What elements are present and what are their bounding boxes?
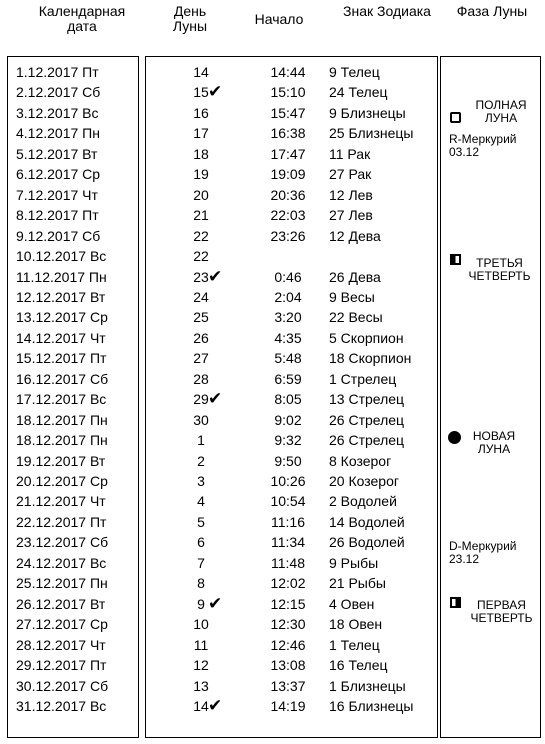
row-lunar-day: 22 xyxy=(193,248,209,264)
row-zodiac: 16 Близнецы xyxy=(329,698,414,714)
row-date: 8.12.2017 Пт xyxy=(16,207,99,223)
first-quarter-icon xyxy=(450,597,461,608)
third-quarter-label: ТРЕТЬЯ ЧЕТВЕРТЬ xyxy=(468,256,531,283)
row-lunar-day: 9 xyxy=(197,596,205,612)
row-start-time: 3:20 xyxy=(274,309,302,325)
row-lunar-day: 2 xyxy=(197,453,205,469)
row-zodiac: 2 Водолей xyxy=(329,493,397,509)
checkmark-icon: ✔ xyxy=(208,696,223,715)
row-zodiac: 1 Стрелец xyxy=(329,371,397,387)
full-moon-icon xyxy=(450,112,461,123)
row-zodiac: 14 Водолей xyxy=(329,514,405,530)
header-date: Календарная дата xyxy=(38,3,126,34)
row-date: 9.12.2017 Сб xyxy=(16,228,101,244)
row-zodiac: 18 Овен xyxy=(329,616,383,632)
row-lunar-day: 30 xyxy=(193,412,209,428)
retro-mercury-label: R-Меркурий 03.12 xyxy=(449,132,517,159)
row-date: 18.12.2017 Пн xyxy=(16,432,108,448)
row-zodiac: 20 Козерог xyxy=(329,473,399,489)
checkmark-icon: ✔ xyxy=(208,267,223,286)
row-date: 14.12.2017 Чт xyxy=(16,330,106,346)
row-lunar-day: 24 xyxy=(193,289,209,305)
row-zodiac: 12 Лев xyxy=(329,187,373,203)
row-start-time: 12:30 xyxy=(270,616,306,632)
row-date: 21.12.2017 Чт xyxy=(16,493,106,509)
row-zodiac: 26 Стрелец xyxy=(329,412,405,428)
row-start-time: 17:47 xyxy=(270,146,306,162)
row-lunar-day: 7 xyxy=(197,555,205,571)
row-date: 18.12.2017 Пн xyxy=(16,412,108,428)
new-moon-label: НОВАЯ ЛУНА xyxy=(472,429,516,456)
row-date: 24.12.2017 Вс xyxy=(16,555,107,571)
row-start-time: 0:46 xyxy=(274,269,302,285)
row-zodiac: 21 Рыбы xyxy=(329,575,386,591)
row-start-time: 9:50 xyxy=(274,453,302,469)
header-zodiac: Знак Зодиака xyxy=(343,3,431,19)
row-zodiac: 8 Козерог xyxy=(329,453,392,469)
row-zodiac: 9 Весы xyxy=(329,289,375,305)
row-lunar-day: 15 xyxy=(193,84,209,100)
row-zodiac: 25 Близнецы xyxy=(329,125,414,141)
row-start-time: 11:34 xyxy=(271,534,305,550)
row-lunar-day: 16 xyxy=(193,105,209,121)
row-zodiac: 26 Дева xyxy=(329,269,381,285)
row-start-time: 22:03 xyxy=(270,207,306,223)
row-date: 2.12.2017 Сб xyxy=(16,84,101,100)
row-start-time: 12:02 xyxy=(270,575,306,591)
checkmark-icon: ✔ xyxy=(208,594,223,613)
row-zodiac: 9 Близнецы xyxy=(329,105,406,121)
row-lunar-day: 20 xyxy=(193,187,209,203)
row-start-time: 20:36 xyxy=(270,187,306,203)
row-start-time: 19:09 xyxy=(270,166,306,182)
checkmark-icon: ✔ xyxy=(208,389,223,408)
row-date: 13.12.2017 Ср xyxy=(16,309,108,325)
row-lunar-day: 21 xyxy=(193,207,209,223)
row-lunar-day: 1 xyxy=(197,432,205,448)
row-start-time: 15:10 xyxy=(270,84,306,100)
row-zodiac: 26 Стрелец xyxy=(329,432,405,448)
row-lunar-day: 25 xyxy=(193,309,209,325)
row-date: 12.12.2017 Вт xyxy=(16,289,106,305)
checkmark-icon: ✔ xyxy=(208,82,223,101)
row-lunar-day: 17 xyxy=(193,125,209,141)
row-zodiac: 13 Стрелец xyxy=(329,391,405,407)
row-date: 23.12.2017 Сб xyxy=(16,534,109,550)
row-zodiac: 9 Телец xyxy=(329,64,380,80)
row-zodiac: 1 Телец xyxy=(329,637,380,653)
row-zodiac: 24 Телец xyxy=(329,84,388,100)
row-start-time: 10:26 xyxy=(270,473,306,489)
header-start: Начало xyxy=(254,11,304,27)
row-lunar-day: 6 xyxy=(197,534,205,550)
header-moon-phase: Фаза Луны xyxy=(456,3,528,19)
row-zodiac: 27 Лев xyxy=(329,207,373,223)
row-start-time: 15:47 xyxy=(270,105,306,121)
row-lunar-day: 14 xyxy=(193,64,209,80)
row-start-time: 23:26 xyxy=(270,228,306,244)
row-zodiac: 1 Близнецы xyxy=(329,678,406,694)
row-start-time: 12:46 xyxy=(270,637,306,653)
row-start-time: 14:44 xyxy=(270,64,306,80)
row-start-time: 9:32 xyxy=(274,432,302,448)
row-lunar-day: 29 xyxy=(193,391,209,407)
row-zodiac: 9 Рыбы xyxy=(329,555,379,571)
row-zodiac: 26 Водолей xyxy=(329,534,405,550)
row-lunar-day: 27 xyxy=(193,350,209,366)
row-zodiac: 11 Рак xyxy=(329,146,371,162)
row-date: 17.12.2017 Вс xyxy=(16,391,107,407)
row-start-time: 2:04 xyxy=(274,289,302,305)
row-lunar-day: 8 xyxy=(197,575,205,591)
direct-mercury-label: D-Меркурий 23.12 xyxy=(449,539,517,566)
row-lunar-day: 18 xyxy=(193,146,209,162)
row-lunar-day: 14 xyxy=(193,698,209,714)
row-date: 26.12.2017 Вт xyxy=(16,596,106,612)
row-date: 1.12.2017 Пт xyxy=(16,64,99,80)
row-lunar-day: 3 xyxy=(197,473,205,489)
row-zodiac: 27 Рак xyxy=(329,166,372,182)
row-date: 5.12.2017 Вт xyxy=(16,146,98,162)
row-start-time: 5:48 xyxy=(274,350,302,366)
row-zodiac: 18 Скорпион xyxy=(329,350,412,366)
row-lunar-day: 23 xyxy=(193,269,209,285)
row-zodiac: 5 Скорпион xyxy=(329,330,404,346)
row-zodiac: 22 Весы xyxy=(329,309,383,325)
new-moon-icon xyxy=(448,431,461,444)
row-date: 31.12.2017 Вс xyxy=(16,698,107,714)
row-start-time: 8:05 xyxy=(274,391,302,407)
row-lunar-day: 12 xyxy=(193,657,209,673)
row-start-time: 16:38 xyxy=(270,125,306,141)
row-start-time: 11:16 xyxy=(271,514,305,530)
row-date: 16.12.2017 Сб xyxy=(16,371,109,387)
row-lunar-day: 5 xyxy=(197,514,205,530)
row-date: 11.12.2017 Пн xyxy=(16,269,107,285)
row-date: 22.12.2017 Пт xyxy=(16,514,107,530)
row-start-time: 12:15 xyxy=(270,596,306,612)
row-date: 4.12.2017 Пн xyxy=(16,125,100,141)
row-date: 6.12.2017 Ср xyxy=(16,166,101,182)
row-date: 25.12.2017 Пн xyxy=(16,575,108,591)
row-date: 29.12.2017 Пт xyxy=(16,657,107,673)
row-lunar-day: 19 xyxy=(193,166,209,182)
third-quarter-icon xyxy=(450,254,461,265)
row-date: 10.12.2017 Вс xyxy=(16,248,107,264)
row-lunar-day: 13 xyxy=(193,678,209,694)
row-start-time: 11:48 xyxy=(271,555,305,571)
row-start-time: 9:02 xyxy=(274,412,302,428)
row-lunar-day: 4 xyxy=(197,493,205,509)
row-start-time: 14:19 xyxy=(270,698,306,714)
row-lunar-day: 11 xyxy=(193,637,209,653)
row-date: 19.12.2017 Вт xyxy=(16,453,106,469)
row-date: 28.12.2017 Чт xyxy=(16,637,106,653)
row-zodiac: 16 Телец xyxy=(329,657,388,673)
row-start-time: 10:54 xyxy=(270,493,306,509)
row-start-time: 6:59 xyxy=(274,371,302,387)
row-date: 7.12.2017 Чт xyxy=(16,187,98,203)
row-start-time: 13:08 xyxy=(270,657,306,673)
row-lunar-day: 28 xyxy=(193,371,209,387)
row-date: 20.12.2017 Ср xyxy=(16,473,108,489)
row-date: 30.12.2017 Сб xyxy=(16,678,109,694)
row-start-time: 4:35 xyxy=(274,330,302,346)
row-lunar-day: 26 xyxy=(193,330,209,346)
row-date: 15.12.2017 Пт xyxy=(16,350,107,366)
row-zodiac: 12 Дева xyxy=(329,228,381,244)
row-lunar-day: 10 xyxy=(193,616,209,632)
header-lunar-day: День Луны xyxy=(172,3,208,34)
row-date: 27.12.2017 Ср xyxy=(16,616,108,632)
row-lunar-day: 22 xyxy=(193,228,209,244)
first-quarter-label: ПЕРВАЯ ЧЕТВЕРТЬ xyxy=(470,598,533,625)
row-zodiac: 4 Овен xyxy=(329,596,375,612)
row-start-time: 13:37 xyxy=(270,678,306,694)
row-date: 3.12.2017 Вс xyxy=(16,105,99,121)
full-moon-label: ПОЛНАЯ ЛУНА xyxy=(475,98,527,125)
